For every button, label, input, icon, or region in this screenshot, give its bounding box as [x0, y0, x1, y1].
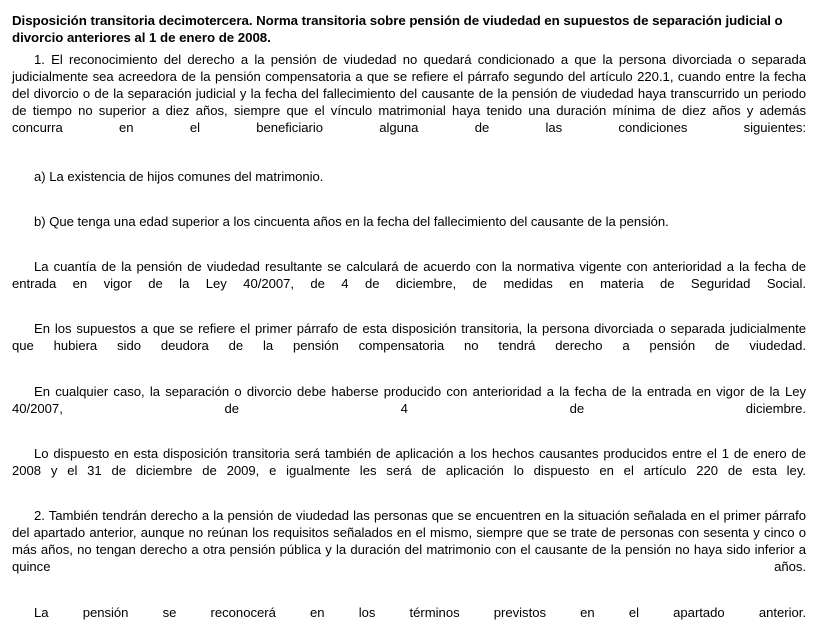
paragraph-1-numbered: 1. El reconocimiento del derecho a la pensión de viudedad no quedará condicionado a que la persona divorciada o separada judicialmente sea acreedora de la pensión compensatoria a que se refiere el párrafo segundo del artículo 220.1, cuando entre la fecha del divorcio o de la separación judicial y la fecha del fallecimiento del causante de la pensión de viudedad haya transcurrido un periodo de tiempo no superior a diez años, siempre que el vínculo matrimonial haya tenido una duración mínima de diez años y además concurra en el beneficiario alguna de las condiciones siguientes:	[12, 52, 806, 136]
paragraph-2-numbered: 2. También tendrán derecho a la pensión de viudedad las personas que se encuentren en la situación señalada en el primer párrafo del apartado anterior, aunque no reúnan los requisitos señalados en el mismo, siempre que se trate de personas con sesenta y cinco o más años, no tengan derecho a otra pensión pública y la duración del matrimonio con el causante de la pensión no haya sido inferior a quince años.	[12, 508, 806, 575]
paragraph-supuestos-primer-parrafo: En los supuestos a que se refiere el primer párrafo de esta disposición transitoria, la persona divorciada o separada judicialmente que hubiera sido deudora de la pensión compensatoria no tendrá derecho a pensión de viudedad.	[12, 321, 806, 354]
paragraph-cualquier-caso: En cualquier caso, la separación o divorcio debe haberse producido con anterioridad a la fecha de la entrada en vigor de la Ley 40/2007, de 4 de diciembre.	[12, 383, 806, 416]
paragraph-hechos-causantes: Lo dispuesto en esta disposición transitoria será también de aplicación a los hechos causantes producidos entre el 1 de enero de 2008 y el 31 de diciembre de 2009, e igualmente les será de aplicación lo dispuesto en el artículo 220 de esta ley.	[12, 445, 806, 478]
paragraph-item-a: a) La existencia de hijos comunes del matrimonio.	[34, 168, 324, 184]
paragraph-pension-reconocera: La pensión se reconocerá en los términos previstos en el apartado anterior.	[34, 604, 806, 620]
document-heading: Disposición transitoria decimotercera. Norma transitoria sobre pensión de viudedad en supuestos de separación judicial o divorcio anteriores al 1 de enero de 2008.	[12, 13, 783, 45]
paragraph-item-b: b) Que tenga una edad superior a los cincuenta años en la fecha del fallecimiento del causante de la pensión.	[34, 213, 669, 229]
paragraph-cuantia-pension: La cuantía de la pensión de viudedad resultante se calculará de acuerdo con la normativa vigente con anterioridad a la fecha de entrada en vigor de la Ley 40/2007, de 4 de diciembre, de medidas en materia de Seguridad Social.	[12, 258, 806, 292]
